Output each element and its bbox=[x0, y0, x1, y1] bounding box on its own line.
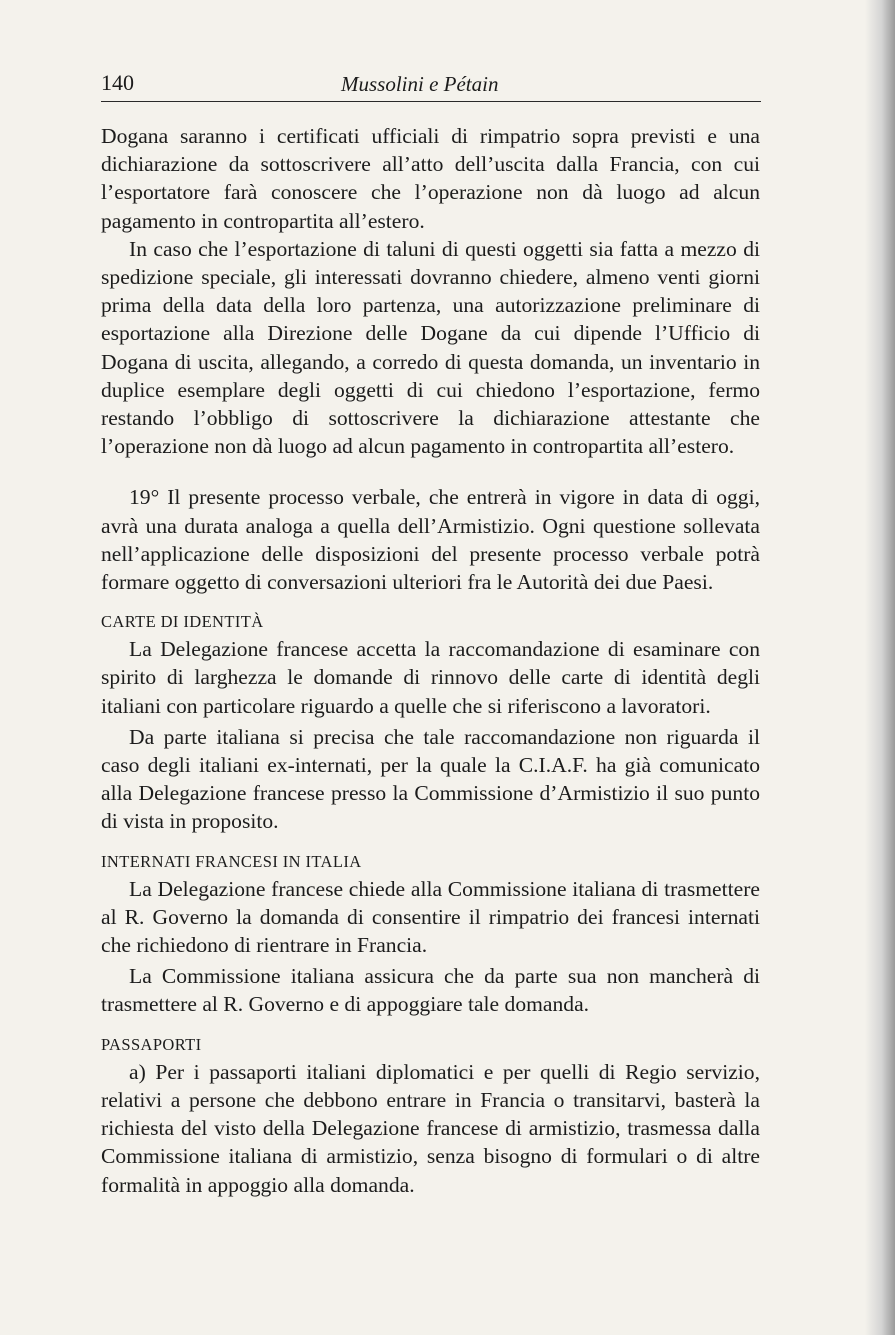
paragraph-article-19: 19° Il presente processo verbale, che entrerà in vigore in data di oggi, avrà una durata analoga a quella dell’Armistizio. Ogni questione sollevata nell’applicazione delle disposizioni del presente processo verbale potrà formare oggetto di conversazioni ulteriori fra le Autorità dei due Paesi. bbox=[101, 485, 760, 595]
paragraph-delegazione-chiede: La Delegazione francese chiede alla Commissione italiana di trasmettere al R. Governo la domanda di consentire il rimpatrio dei francesi internati che richiedono di rientrare in Francia. bbox=[101, 876, 760, 958]
section-heading-internati: INTERNATI FRANCESI IN ITALIA bbox=[101, 851, 362, 871]
section-heading-carte-identita: CARTE DI IDENTITÀ bbox=[101, 612, 264, 632]
header-rule bbox=[101, 101, 761, 102]
page-number: 140 bbox=[101, 70, 134, 95]
running-title: Mussolini e Pétain bbox=[341, 72, 499, 96]
section-heading-passaporti: PASSAPORTI bbox=[101, 1034, 202, 1054]
page-header bbox=[101, 70, 761, 100]
paragraph-delegazione-accetta: La Delegazione francese accetta la raccomandazione di esaminare con spirito di larghezza le domande di rinnovo delle carte di identità degli italiani con particolare riguardo a quelle che si riferiscono a lavoratori. bbox=[101, 637, 760, 718]
paragraph-dogana-continued: Dogana saranno i certificati ufficiali di rimpatrio sopra previsti e una dichiarazione da sottoscrivere all’atto dell’uscita dalla Francia, con cui l’esportatore farà conoscere che l’operazione non dà luogo ad alcun pagamento in contropartita all’estero. bbox=[101, 124, 760, 233]
page-edge-shadow bbox=[865, 0, 895, 1335]
paragraph-passaporti-a: a) Per i passaporti italiani diplomatici e per quelli di Regio servizio, relativi a persone che debbono entrare in Francia o transitarvi, basterà la richiesta del visto della Delegazione francese di armistizio, trasmessa dalla Commissione italiana di armistizio, senza bisogno di formulari o di altre formalità in appoggio alla domanda. bbox=[101, 1059, 760, 1197]
paragraph-commissione-assicura: La Commissione italiana assicura che da parte sua non mancherà di trasmettere al R. Governo e di appoggiare tale domanda. bbox=[101, 964, 760, 1017]
paragraph-esportazione: In caso che l’esportazione di taluni di questi oggetti sia fatta a mezzo di spedizione speciale, gli interessati dovranno chiedere, almeno venti giorni prima della data della loro partenza, una autorizzazione preliminare di esportazione alla Direzione delle Dogane da cui dipende l’Ufficio di Dogana di uscita, allegando, a corredo di questa domanda, un inventario in duplice esemplare degli oggetti di cui chiedono l’esportazione, fermo restando l’obbligo di sottoscrivere la dichiarazione attestante che l’operazione non dà luogo ad alcun pagamento in contropartita all’estero. bbox=[101, 236, 760, 459]
page-body bbox=[101, 122, 760, 1199]
paragraph-parte-italiana: Da parte italiana si precisa che tale raccomandazione non riguarda il caso degli italiani ex-internati, per la quale la C.I.A.F. ha già comunicato alla Delegazione francese presso la Commissione d’Armistizio il suo punto di vista in proposito. bbox=[101, 724, 760, 834]
